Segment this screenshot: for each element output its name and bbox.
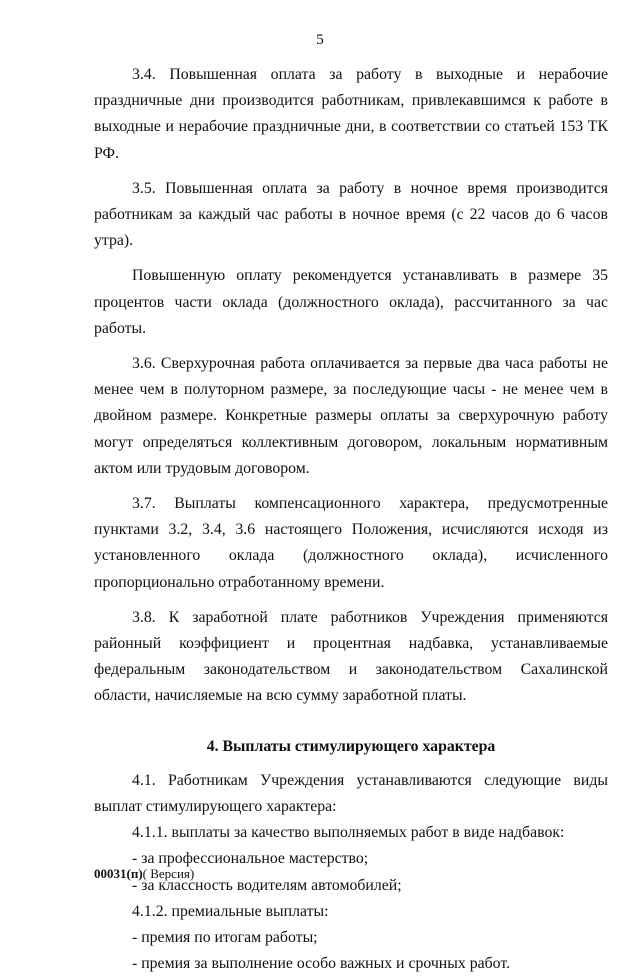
paragraph-3-8: 3.8. К заработной плате работников Учреждения применяются районный коэффициент и процентная надбавка, устанавливаемые федеральным законодательством и законодательством Сахалинской области, начисляемые на всю сумму заработной платы. [94, 608, 608, 705]
list-item: - за профессиональное мастерство; [132, 850, 369, 868]
paragraph-3-6: 3.6. Сверхурочная работа оплачивается за первые два часа работы не менее чем в полуторном размере, за последующие часы - не менее чем в двойном размере. Конкретные размеры оплаты за сверхурочную работу могут определяться коллективным договором, локальным нормативным актом или трудовым договором. [94, 355, 608, 477]
paragraph-3-5: 3.5. Повышенная оплата за работу в ночное время производится работникам за каждый час работы в ночное время (с 22 часов до 6 часов утра). [94, 179, 608, 250]
list-item: - за классность водителям автомобилей; [132, 876, 402, 894]
document-body [94, 62, 608, 978]
list-item: 4.1.2. премиальные выплаты: [132, 902, 329, 920]
paragraph-3-7: 3.7. Выплаты компенсационного характера, предусмотренные пунктами 3.2, 3.4, 3.6 настоящего Положения, исчисляются исходя из установленного оклада (должностного оклада), исчисленного пропорционально отработанному времени. [94, 495, 608, 591]
list-item: - премия за выполнение особо важных и срочных работ. [132, 955, 511, 973]
section-heading: 4. Выплаты стимулирующего характера [206, 737, 496, 755]
paragraph-4-1: 4.1. Работникам Учреждения устанавливаются следующие виды выплат стимулирующего характера: [94, 771, 608, 816]
document-code: 00031(п) [94, 866, 143, 881]
paragraph-3-5-rate: Повышенную оплату рекомендуется устанавливать в размере 35 процентов части оклада (должностного оклада), рассчитанного за час работы. [94, 267, 608, 337]
list-item: 4.1.1. выплаты за качество выполняемых работ в виде надбавок: [132, 824, 565, 842]
list-item: - премия по итогам работы; [132, 929, 318, 947]
version-label: ( Версия) [142, 866, 195, 881]
page-number: 5 [316, 32, 324, 48]
paragraph-3-4: 3.4. Повышенная оплата за работу в выходные и нерабочие праздничные дни производится работникам, привлекавшимся к работе в выходные и нерабочие праздничные дни, в соответствии со статьей 153 ТК РФ. [94, 66, 608, 162]
document-footer [94, 866, 194, 882]
